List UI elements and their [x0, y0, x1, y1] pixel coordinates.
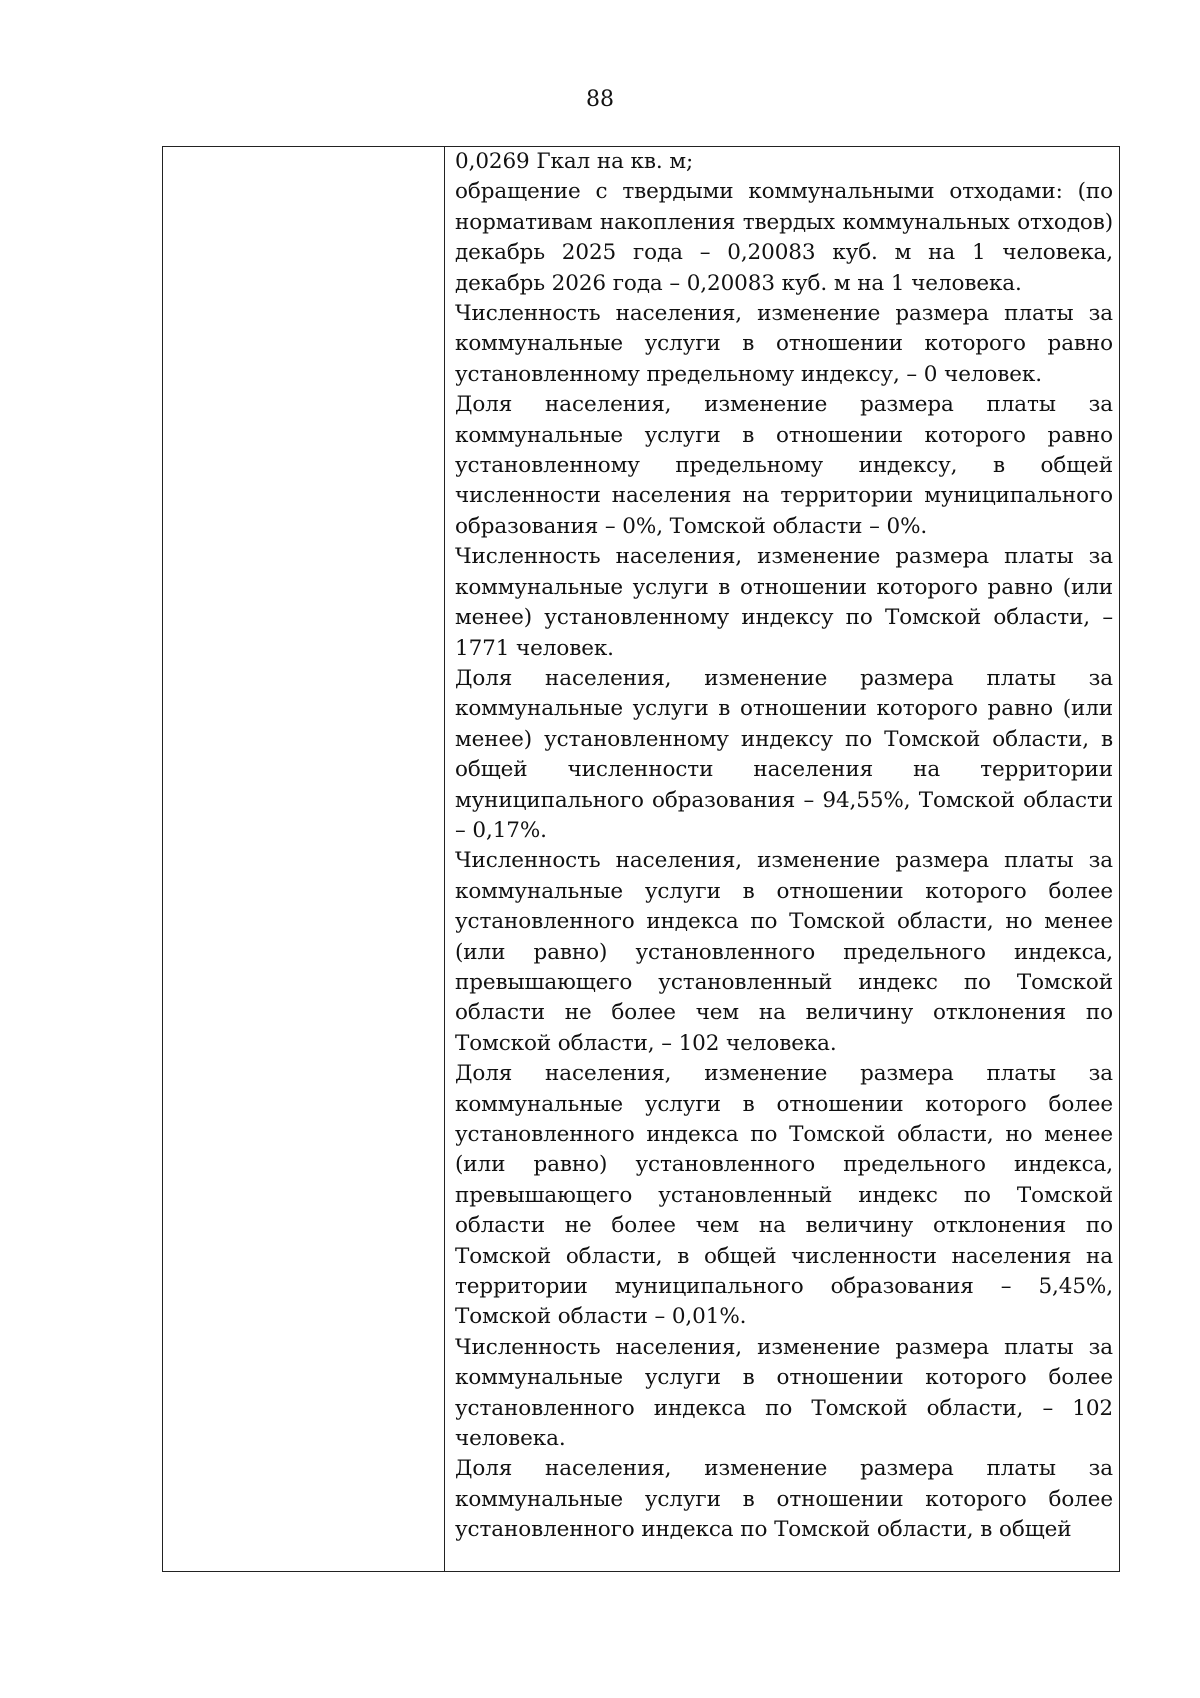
- document-table: [162, 146, 1120, 1572]
- paragraph-population-within-deviation: Численность населения, изменение размера платы за коммунальные услуги в отношении которого более установленного индекса по Томской области, но менее (или равно) установленного предельного индекса, превышающего установленный индекс по Томской области не более чем на величину отклонения по Томской области, – 102 человека.: [455, 848, 1113, 1056]
- paragraph-population-above-index: Численность населения, изменение размера платы за коммунальные услуги в отношении которого более установленного индекса по Томской области, – 102 человека.: [455, 1334, 1113, 1452]
- paragraph-waste-norm: обращение с твердыми коммунальными отходами: (по нормативам накопления твердых коммунальных отходов) декабрь 2025 года – 0,20083 куб. м на 1 человека, декабрь 2026 года – 0,20083 куб. м на 1 человека.: [455, 179, 1113, 296]
- table-left-cell: [163, 147, 445, 1571]
- paragraph-share-within-deviation: Доля населения, изменение размера платы за коммунальные услуги в отношении которого более установленного индекса по Томской области, но менее (или равно) установленного предельного индекса, превышающего установленный индекс по Томской области не более чем на величину отклонения по Томской области, в общей численности населения на территории муниципального образования – 5,45%, Томской области – 0,01%.: [455, 1061, 1113, 1330]
- page-number: 88: [586, 87, 614, 112]
- paragraph-heat-norm: 0,0269 Гкал на кв. м;: [455, 149, 694, 174]
- paragraph-population-limit-index: Численность населения, изменение размера платы за коммунальные услуги в отношении которого равно установленному предельному индексу, – 0 человек.: [455, 301, 1113, 387]
- paragraph-population-regional-index: Численность населения, изменение размера платы за коммунальные услуги в отношении которого равно (или менее) установленному индексу по Томской области, – 1771 человек.: [455, 544, 1113, 661]
- table-right-cell: [445, 147, 1119, 1571]
- paragraph-share-regional-index: Доля населения, изменение размера платы за коммунальные услуги в отношении которого равно (или менее) установленному индексу по Томской области, в общей численности населения на территории муниципального образования – 94,55%, Томской области – 0,17%.: [455, 665, 1113, 843]
- paragraph-share-limit-index: Доля населения, изменение размера платы за коммунальные услуги в отношении которого равно установленному предельному индексу, в общей численности населения на территории муниципального образования – 0%, Томской области – 0%.: [455, 392, 1113, 539]
- paragraph-share-above-index: Доля населения, изменение размера платы за коммунальные услуги в отношении которого более установленного индекса по Томской области, в общей: [455, 1456, 1113, 1543]
